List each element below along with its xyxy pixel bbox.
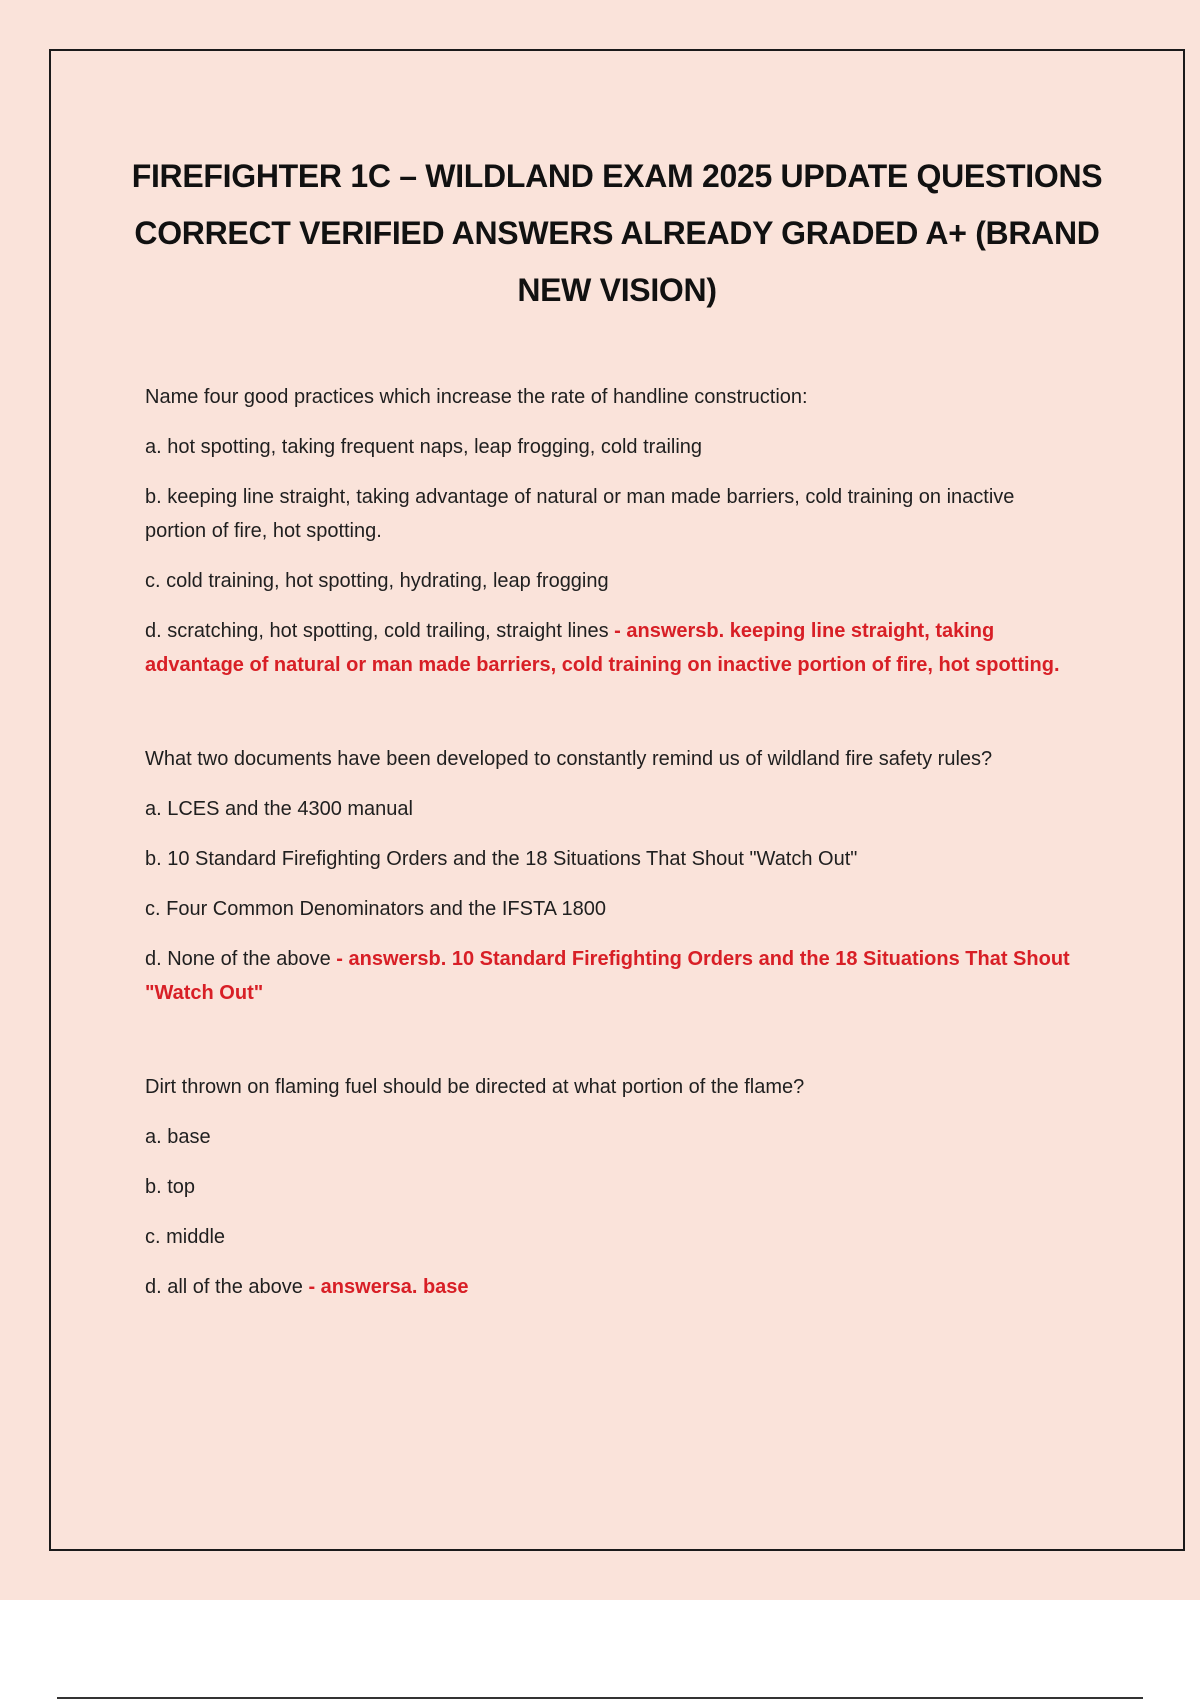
question-1-option-b: b. keeping line straight, taking advantage of natural or man made barriers, cold training on inactive portion of fire, hot spotting. <box>145 486 1015 542</box>
question-1-option-c: c. cold training, hot spotting, hydrating, leap frogging <box>145 570 609 592</box>
question-3-option-b: b. top <box>145 1176 196 1198</box>
question-1 <box>145 380 1075 682</box>
question-2-option-a: a. LCES and the 4300 manual <box>145 798 413 820</box>
question-2-answer: - answersb. 10 Standard Firefighting Orders and the 18 Situations That Shout "Watch Out" <box>145 948 1070 1004</box>
question-3 <box>145 1070 1075 1304</box>
question-3-answer: - answersa. base <box>308 1276 469 1298</box>
question-1-option-a: a. hot spotting, taking frequent naps, leap frogging, cold trailing <box>145 436 703 458</box>
question-2-text: What two documents have been developed to constantly remind us of wildland fire safety rules? <box>145 748 993 770</box>
question-3-option-c: c. middle <box>145 1226 226 1248</box>
question-1-answer: - answersb. keeping line straight, taking advantage of natural or man made barriers, cold training on inactive portion of fire, hot spotting. <box>145 620 1060 676</box>
question-3-text: Dirt thrown on flaming fuel should be directed at what portion of the flame? <box>145 1076 805 1098</box>
question-2-option-d-text: d. None of the above <box>145 948 331 970</box>
document-title: FIREFIGHTER 1C – WILDLAND EXAM 2025 UPDATE QUESTIONS CORRECT VERIFIED ANSWERS ALREADY GRADED A+ (BRAND NEW VISION) <box>131 158 1103 308</box>
question-2 <box>145 742 1075 1010</box>
question-3-option-a: a. base <box>145 1126 211 1148</box>
question-2-option-b: b. 10 Standard Firefighting Orders and the 18 Situations That Shout "Watch Out" <box>145 848 858 870</box>
question-2-option-d <box>145 942 1075 1010</box>
question-3-option-d-text: d. all of the above <box>145 1276 303 1298</box>
question-1-option-d-text: d. scratching, hot spotting, cold trailing, straight lines <box>145 620 609 642</box>
question-list <box>145 380 1075 1320</box>
footer-divider <box>57 1697 1143 1699</box>
question-1-text: Name four good practices which increase the rate of handline construction: <box>145 386 808 408</box>
question-2-option-c: c. Four Common Denominators and the IFSTA 1800 <box>145 898 606 920</box>
question-1-option-d <box>145 614 1075 682</box>
question-3-option-d <box>145 1270 1075 1304</box>
